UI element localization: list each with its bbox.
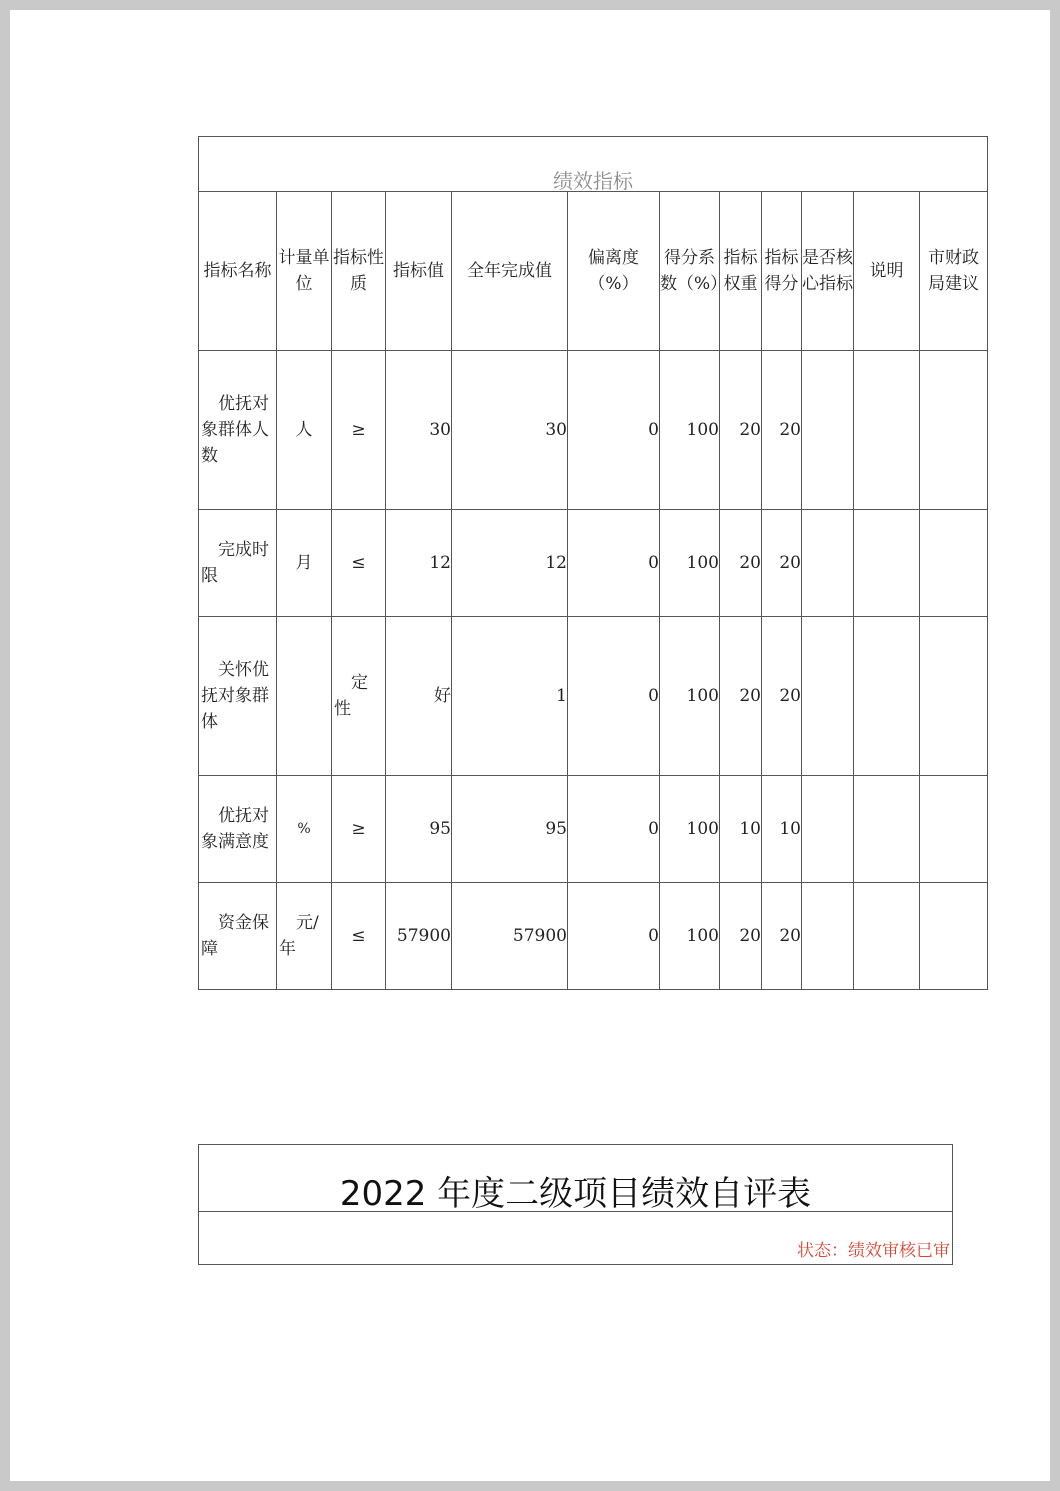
note-cell [854,351,920,510]
core-cell [802,617,854,776]
header-cell: 市财政局建议 [920,192,988,351]
header-cell: 得分系数（%） [660,192,720,351]
weight-cell: 10 [720,776,762,883]
indicator-name: 完成时限 [199,510,277,617]
header-cell: 指标性质 [332,192,386,351]
form-title: 2022 年度二级项目绩效自评表 [199,1145,953,1212]
actual-cell: 12 [452,510,568,617]
table-title: 绩效指标 [199,137,988,192]
target-cell: 12 [386,510,452,617]
deviation-cell: 0 [568,776,660,883]
deviation-cell: 0 [568,883,660,990]
weight-cell: 20 [720,510,762,617]
indicator-name: 关怀优抚对象群体 [199,617,277,776]
actual-cell: 95 [452,776,568,883]
score-cell: 20 [762,351,802,510]
note-cell [854,883,920,990]
core-cell [802,351,854,510]
nature-cell: ≤ [332,883,386,990]
coef-cell: 100 [660,617,720,776]
target-cell: 57900 [386,883,452,990]
score-cell: 20 [762,510,802,617]
advice-cell [920,510,988,617]
weight-cell: 20 [720,351,762,510]
advice-cell [920,351,988,510]
target-cell: 95 [386,776,452,883]
coef-cell: 100 [660,510,720,617]
coef-cell: 100 [660,776,720,883]
header-cell: 全年完成值 [452,192,568,351]
table-row [199,617,988,776]
table-row [199,883,988,990]
advice-cell [920,617,988,776]
score-cell: 20 [762,617,802,776]
actual-cell: 1 [452,617,568,776]
header-cell: 偏离度（%） [568,192,660,351]
deviation-cell: 0 [568,510,660,617]
weight-cell: 20 [720,883,762,990]
target-cell: 30 [386,351,452,510]
target-cell: 好 [386,617,452,776]
unit-cell: 月 [277,510,332,617]
core-cell [802,776,854,883]
table-row [199,776,988,883]
header-row [199,192,988,351]
advice-cell [920,883,988,990]
note-cell [854,776,920,883]
nature-cell: 定性 [332,617,386,776]
coef-cell: 100 [660,351,720,510]
note-cell [854,510,920,617]
score-cell: 20 [762,883,802,990]
table-row [199,351,988,510]
unit-cell: 人 [277,351,332,510]
score-cell: 10 [762,776,802,883]
deviation-cell: 0 [568,617,660,776]
nature-cell: ≥ [332,351,386,510]
unit-cell: % [277,776,332,883]
nature-cell: ≥ [332,776,386,883]
status-text: 状态：绩效审核已审 [199,1212,953,1265]
header-cell: 指标权重 [720,192,762,351]
self-evaluation-form [198,1144,953,1265]
weight-cell: 20 [720,617,762,776]
document-page [10,10,1050,1481]
indicator-name: 优抚对象群体人数 [199,351,277,510]
header-cell: 是否核心指标 [802,192,854,351]
coef-cell: 100 [660,883,720,990]
header-cell: 说明 [854,192,920,351]
header-cell: 指标名称 [199,192,277,351]
header-cell: 指标得分 [762,192,802,351]
note-cell [854,617,920,776]
table-row [199,510,988,617]
core-cell [802,883,854,990]
indicator-name: 优抚对象满意度 [199,776,277,883]
deviation-cell: 0 [568,351,660,510]
header-cell: 计量单位 [277,192,332,351]
actual-cell: 30 [452,351,568,510]
unit-cell [277,617,332,776]
header-cell: 指标值 [386,192,452,351]
unit-cell: 元/年 [277,883,332,990]
actual-cell: 57900 [452,883,568,990]
performance-indicator-table [198,136,988,990]
advice-cell [920,776,988,883]
indicator-name: 资金保障 [199,883,277,990]
core-cell [802,510,854,617]
nature-cell: ≤ [332,510,386,617]
